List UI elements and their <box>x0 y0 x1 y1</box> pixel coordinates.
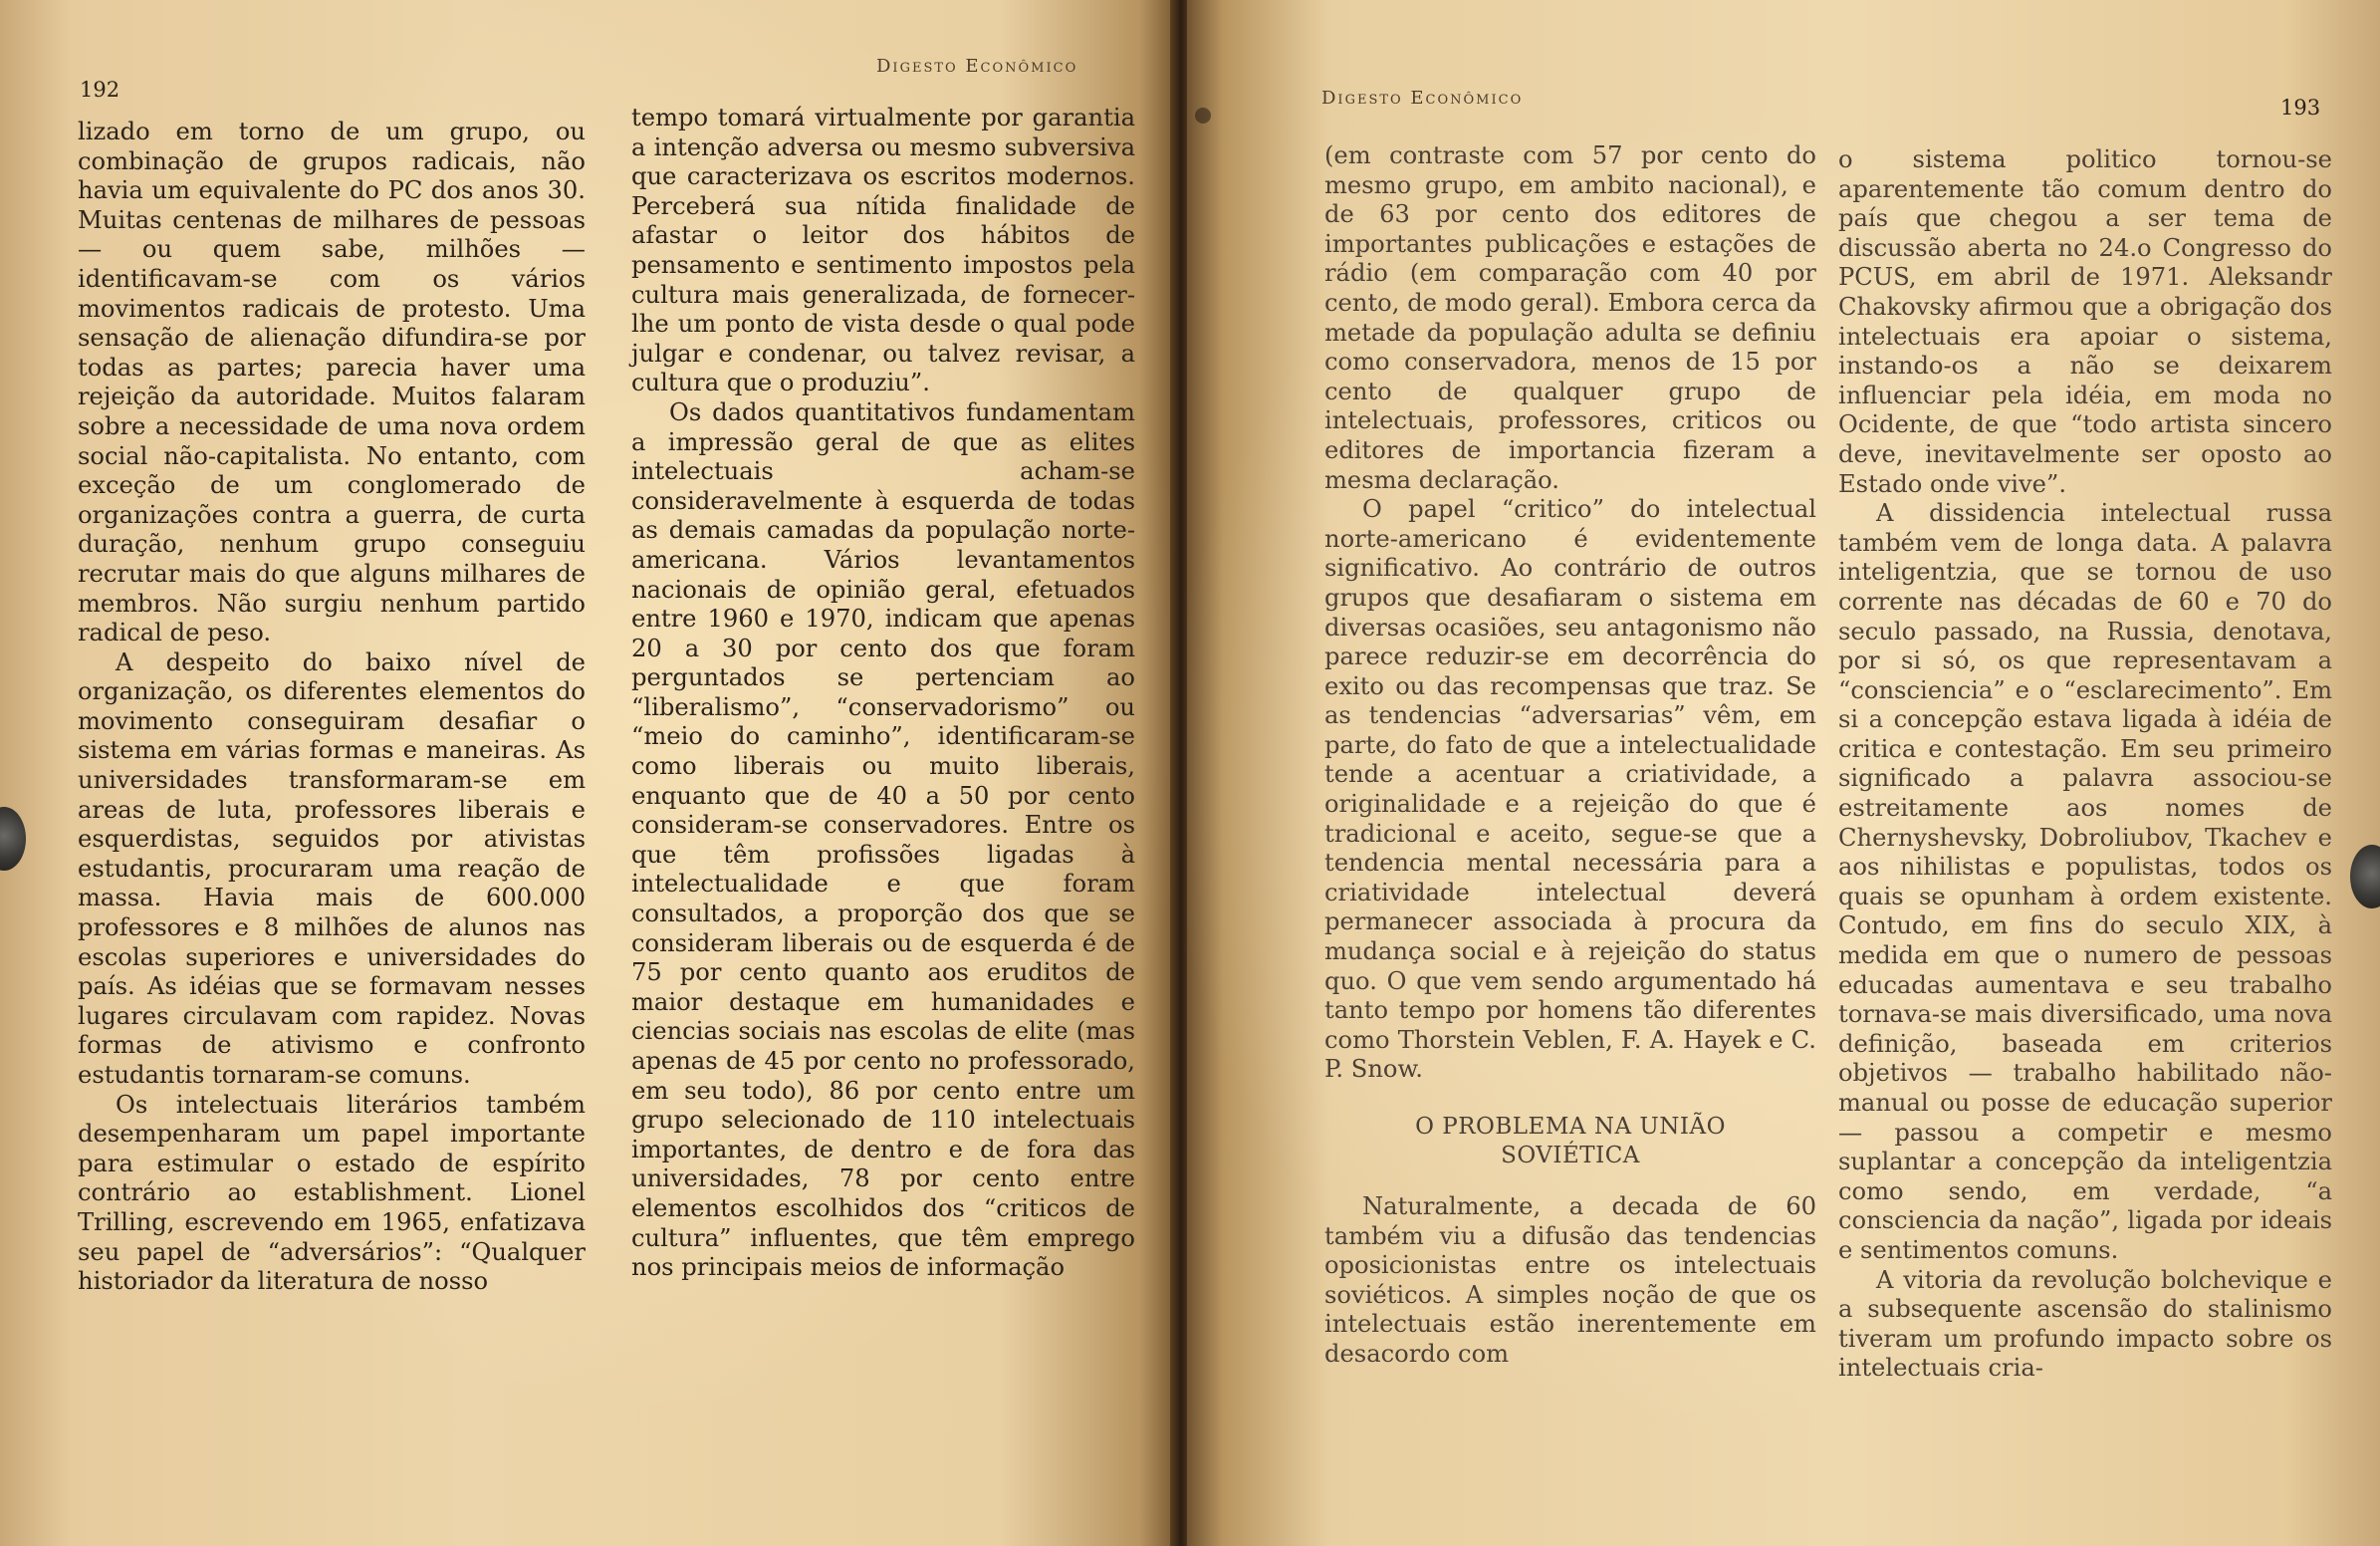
right-column-2 <box>1838 145 2332 1384</box>
paragraph: Os dados quantitativos fundamentam a impressão geral de que as elites intelectuais acham-se consideravelmente à esquerda de todas as demais camadas da população norte-americana. Vários levantamentos nacionais de opinião geral, efetuados entre 1960 e 1970, indicam que apenas 20 a 30 por cento dos que foram perguntados se pertenciam ao “liberalismo”, “conservadorismo” ou “meio do caminho”, identificaram-se como liberais ou muito liberais, enquanto que de 40 a 50 por cento consideram-se conservadores. Entre os que têm profissões ligadas à intelectualidade e que foram consultados, a proporção dos que se consideram liberais ou de esquerda é de 75 por cento quanto aos eruditos de maior destaque em humanidades e ciencias sociais nas escolas de elite (mas apenas de 45 por cento no professorado, em seu todo), 86 por cento entre um grupo selecionado de 110 intelectuais importantes, de dentro e de fora das universidades, 78 por cento entre elementos escolhidos dos “criticos de cultura” influentes, que têm emprego nos principais meios de informação <box>631 397 1135 1282</box>
paragraph: tempo tomará virtualmente por garantia a intenção adversa ou mesmo subversiva que caracterizava os escritos modernos. Perceberá sua nítida finalidade de afastar o leitor dos hábitos de pensamento e sentimento impostos pela cultura mais generalizada, de fornecer-lhe um ponto de vista desde o qual pode julgar e condenar, ou talvez revisar, a cultura que o produziu”. <box>631 104 1135 397</box>
left-column-2 <box>631 104 1135 1283</box>
page-number-right: 193 <box>2280 96 2321 120</box>
paragraph: lizado em torno de um grupo, ou combinação de grupos radicais, não havia um equivalente do PC dos anos 30. Muitas centenas de milhares de pessoas — ou quem sabe, milhões — identificavam-se com os vários movimentos radicais de protesto. Uma sensação de alienação difundira-se por todas as partes; parecia haver uma rejeição da autoridade. Muitos falaram sobre a necessidade de uma nova ordem social não-capitalista. No entanto, com exceção de um conglomerado de organizações contra a guerra, de curta duração, nenhum grupo conseguiu recrutar mais do que alguns milhares de membros. Não surgiu nenhum partido radical de peso. <box>78 118 586 647</box>
paragraph: A dissidencia intelectual russa também vem de longa data. A palavra inteligentzia, que se tornou de uso corrente nas décadas de 60 e 70 do seculo passado, na Russia, denotava, por si só, os que representavam a “consciencia” e o “esclarecimento”. Em si a concepção estava ligada à idéia de critica e contestação. Em seu primeiro significado a palavra associou-se estreitamente aos nomes de Chernyshevsky, Dobroliubov, Tkachev e aos nihilistas e populistas, todos os quais se opunham à ordem existente. Contudo, em fins do seculo XIX, à medida em que o numero de pessoas educadas aumentava e seu trabalho tornava-se mais diversificado, uma nova definição, baseada em criterios objetivos — trabalho habilitado não-manual ou posse de educação superior — passou a competir e mesmo suplantar a concepção da inteligentzia como sendo, em verdade, “a consciencia da nação”, ligada por ideais e sentimentos comuns. <box>1838 499 2332 1264</box>
section-title-line-2: SOVIÉTICA <box>1501 1143 1640 1168</box>
running-head-left: Digesto Econômico <box>876 56 1078 77</box>
paragraph: Naturalmente, a decada de 60 também viu a difusão das tendencias oposicionistas entre os intelectuais soviéticos. A simples noção de que os intelectuais estão inerentemente em desacordo com <box>1324 1192 1816 1368</box>
running-head-right: Digesto Econômico <box>1321 88 1524 109</box>
right-page <box>1187 0 2380 1546</box>
binder-hole-right <box>2350 845 2380 908</box>
ink-smudge <box>1195 108 1211 124</box>
right-column-1 <box>1324 141 1816 1370</box>
paragraph: (em contraste com 57 por cento do mesmo grupo, em ambito nacional), e de 63 por cento dos editores de importantes publicações e estações de rádio (em comparação com 40 por cento, de modo geral). Embora cerca da metade da população adulta se definiu como conservadora, menos de 15 por cento de qualquer grupo de intelectuais, professores, criticos ou editores de importancia fizeram a mesma declaração. <box>1324 141 1816 494</box>
binder-hole-left <box>0 807 26 871</box>
paragraph: O papel “critico” do intelectual norte-americano é evidentemente significativo. Ao contrário de outros grupos que desafiaram o sistema em diversas ocasiões, seu antagonismo não parece reduzir-se em decorrência do exito ou das recompensas que traz. Se as tendencias “adversarias” vêm, em parte, do fato de que a intelectualidade tende a acentuar a criatividade, a originalidade e a rejeição do que é tradicional e aceito, segue-se que a tendencia mental necessária para a criatividade intelectual deverá permanecer associada à procura da mudança social e à rejeição do status quo. O que vem sendo argumentado há tanto tempo por homens tão diferentes como Thorstein Veblen, F. A. Hayek e C. P. Snow. <box>1324 495 1816 1084</box>
left-column-1 <box>78 118 586 1297</box>
page-number-left: 192 <box>80 78 120 102</box>
section-title-line-1: O PROBLEMA NA UNIÃO <box>1415 1114 1726 1140</box>
section-title <box>1324 1113 1816 1170</box>
left-page <box>0 0 1175 1546</box>
paragraph: o sistema politico tornou-se aparentemente tão comum dentro do país que chegou a ser tema de discussão aberta no 24.o Congresso do PCUS, em abril de 1971. Aleksandr Chakovsky afirmou que a obrigação dos intelectuais era apoiar o sistema, instando-os a não se deixarem influenciar pela idéia, em moda no Ocidente, de que “todo artista sincero deve, inevitavelmente ser oposto ao Estado onde vive”. <box>1838 145 2332 498</box>
paragraph: A despeito do baixo nível de organização, os diferentes elementos do movimento conseguiram desafiar o sistema em várias formas e maneiras. As universidades transformaram-se em areas de luta, professores liberais e esquerdistas, seguidos por ativistas estudantis, procuraram uma reação de massa. Havia mais de 600.000 professores e 8 milhões de alunos nas escolas superiores e universidades do país. As idéias que se formavam nesses lugares circulavam com rapidez. Novas formas de ativismo e confronto estudantis tornaram-se comuns. <box>78 647 586 1089</box>
paragraph: Os intelectuais literários também desempenharam um papel importante para estimular o estado de espírito contrário ao establishment. Lionel Trilling, escrevendo em 1965, enfatizava seu papel de “adversários”: “Qualquer historiador da literatura de nosso <box>78 1090 586 1296</box>
paragraph: A vitoria da revolução bolchevique e a subsequente ascensão do stalinismo tiveram um profundo impacto sobre os intelectuais cria- <box>1838 1265 2332 1383</box>
